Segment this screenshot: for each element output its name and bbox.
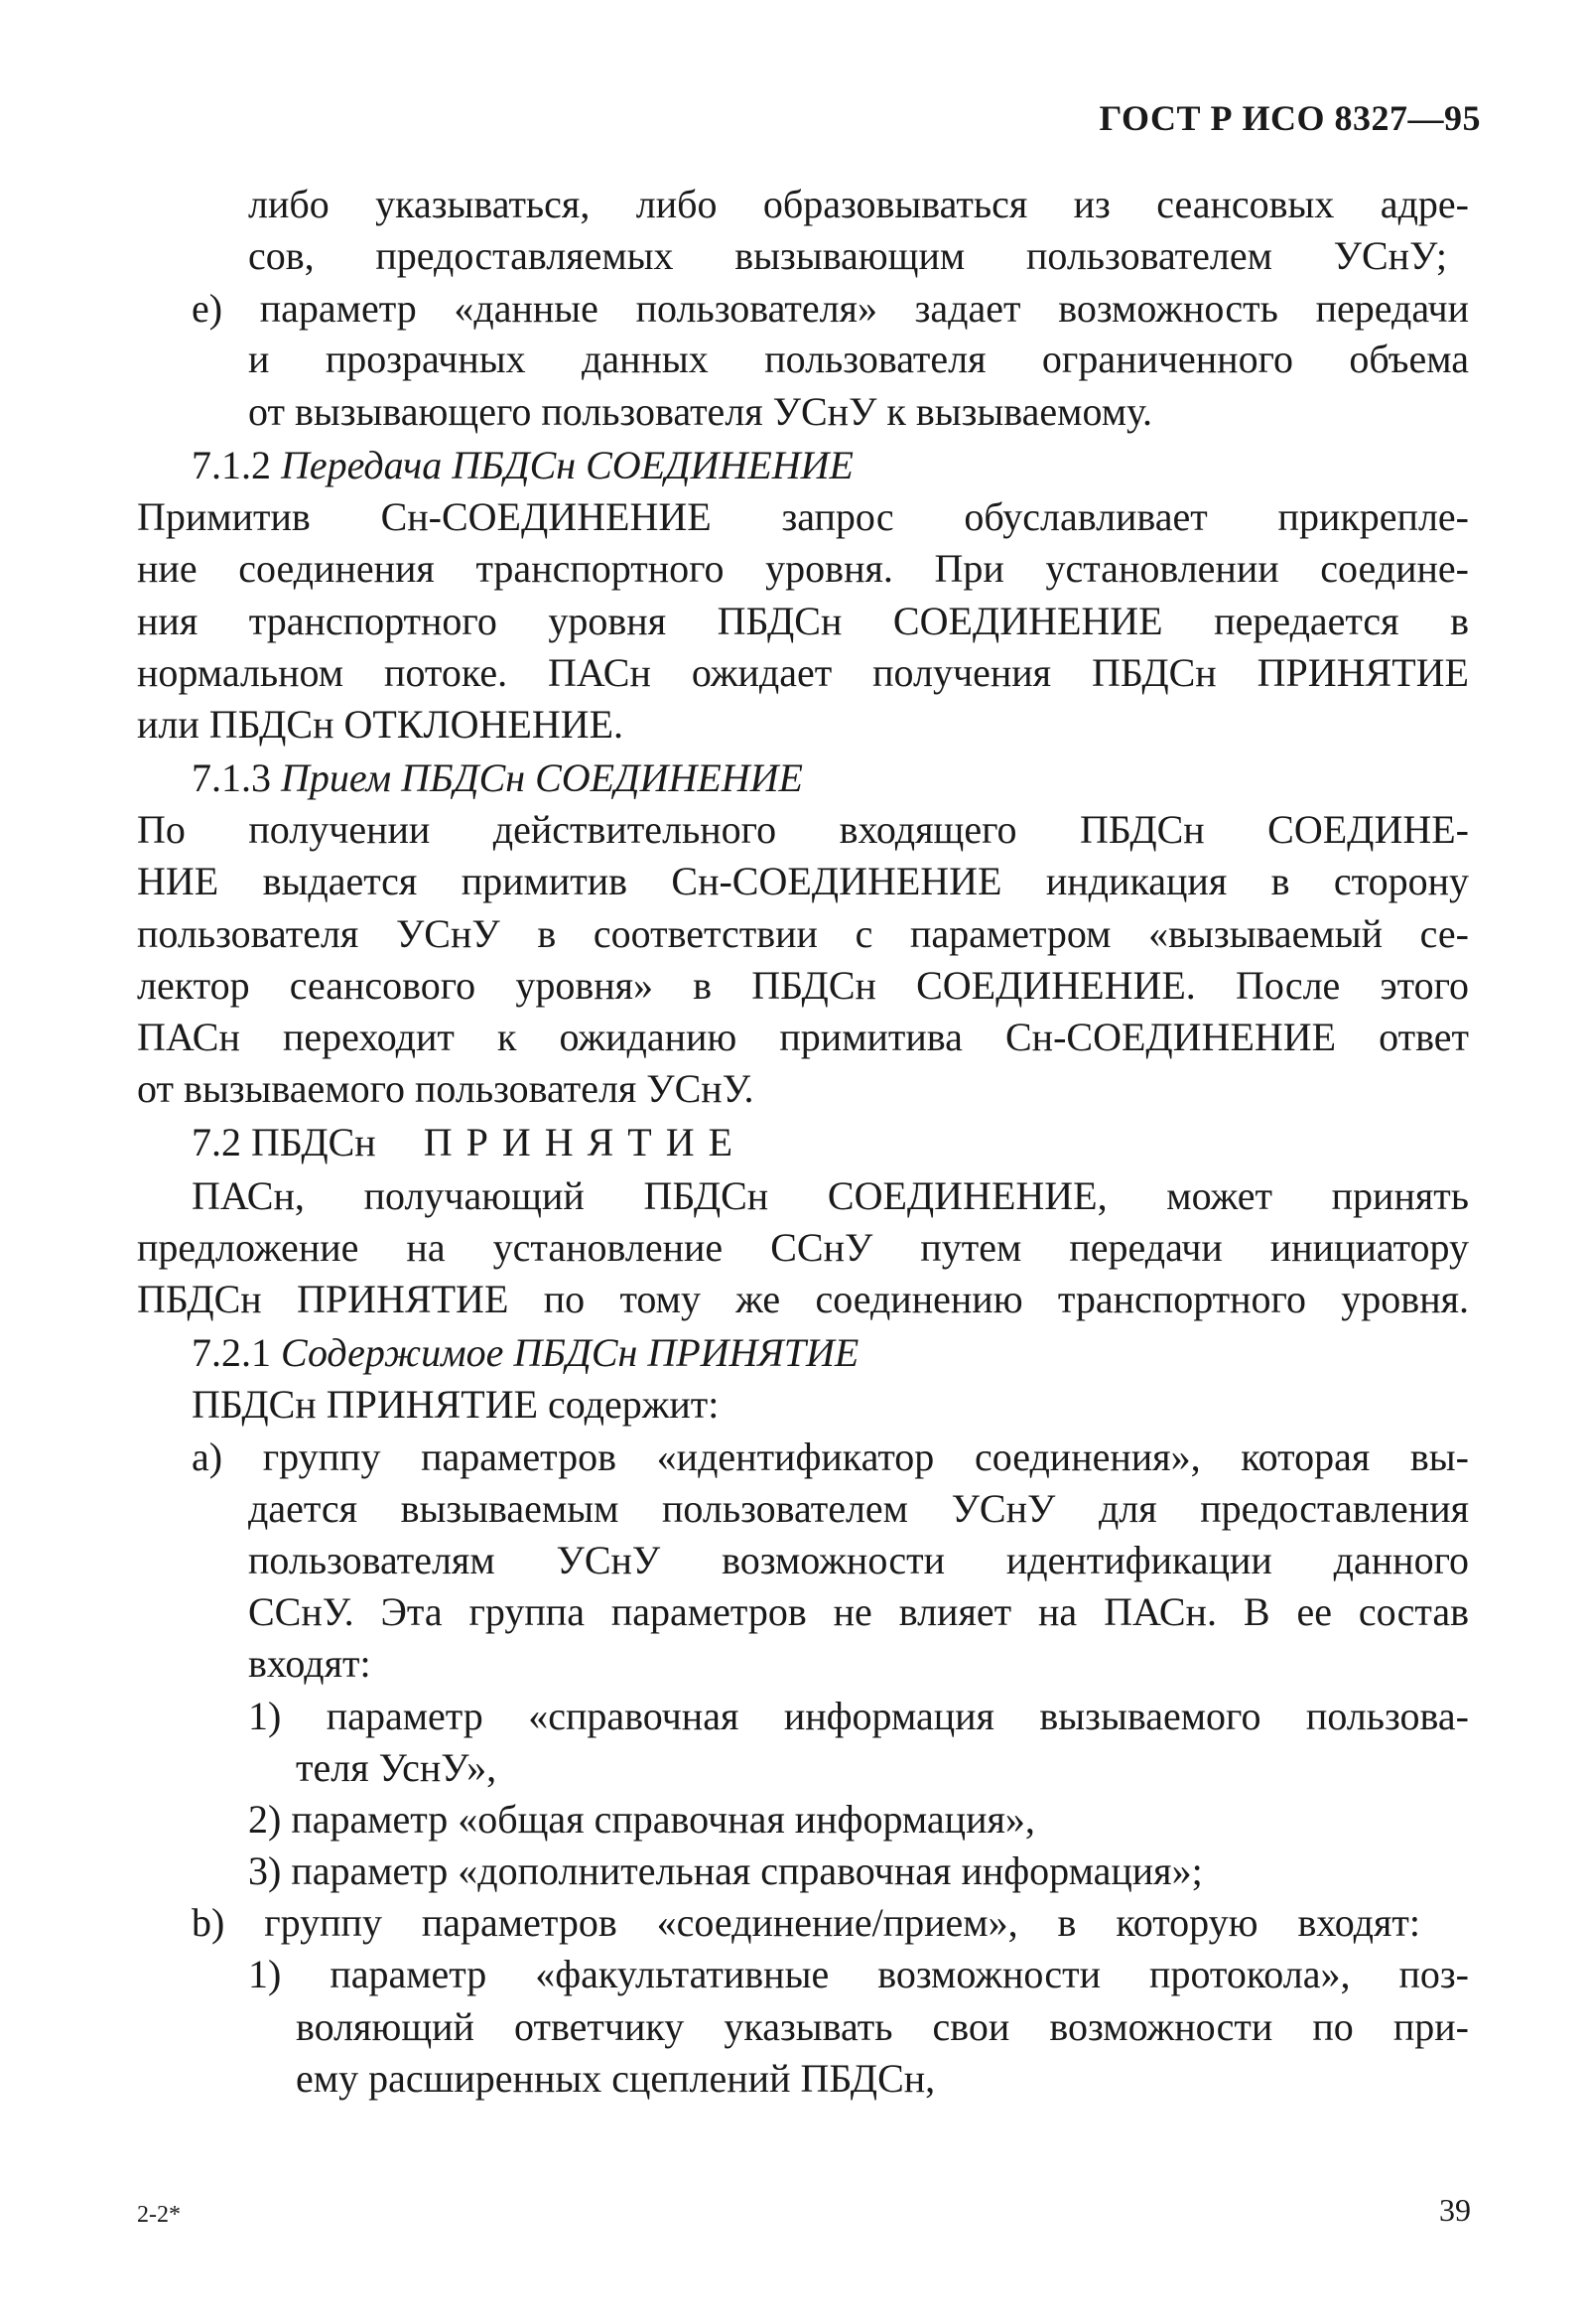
text-line: сов, предоставляемых вызывающим пользователем УСнУ; xyxy=(248,233,1447,278)
text-line: ПБДСн ПРИНЯТИЕ по тому же соединению транспортного уровня. xyxy=(137,1277,1469,1321)
text-line: ПАСн, получающий ПБДСн СОЕДИНЕНИЕ, может принять xyxy=(192,1173,1469,1218)
standard-header: ГОСТ Р ИСО 8327—95 xyxy=(1099,98,1481,138)
page-number: 39 xyxy=(1439,2192,1471,2228)
list-item-a: a) группу параметров «идентификатор соединения», которая вы- xyxy=(192,1435,1469,1479)
text-line: ему расширенных сцеплений ПБДСн, xyxy=(296,2056,936,2101)
text-line: от вызываемого пользователя УСнУ. xyxy=(137,1066,754,1111)
text-line: пользователям УСнУ возможности идентификации данного xyxy=(248,1538,1469,1582)
subsection-7-1-2: 7.1.2 Передача ПБДСн СОЕДИНЕНИЕ xyxy=(192,443,854,487)
text-line: или ПБДСн ОТКЛОНЕНИЕ. xyxy=(137,702,624,747)
list-subitem-3: 3) параметр «дополнительная справочная информация»; xyxy=(248,1848,1203,1893)
section-7-2-heading xyxy=(192,1117,746,1168)
list-subitem-1: 1) параметр «справочная информация вызываемого пользова- xyxy=(248,1694,1469,1738)
text-line: ССнУ. Эта группа параметров не влияет на ПАСн. В ее состав xyxy=(248,1589,1469,1634)
subsection-7-2-1: 7.2.1 Содержимое ПБДСн ПРИНЯТИЕ xyxy=(192,1330,860,1375)
text-line: от вызывающего пользователя УСнУ к вызываемому. xyxy=(248,389,1152,434)
sheet-mark: 2-2* xyxy=(137,2202,181,2228)
text-line: По получении действительного входящего ПБДСн СОЕДИНЕ- xyxy=(137,807,1469,852)
text-line: и прозрачных данных пользователя ограниченного объема xyxy=(248,337,1469,381)
text-line: ния транспортного уровня ПБДСн СОЕДИНЕНИЕ передается в xyxy=(137,599,1469,643)
text-line: воляющий ответчику указывать свои возможности по при- xyxy=(296,2004,1469,2049)
text-line: теля УснУ», xyxy=(296,1745,497,1790)
subsection-7-1-3: 7.1.3 Прием ПБДСн СОЕДИНЕНИЕ xyxy=(192,755,803,800)
text-line: либо указываться, либо образовываться из сеансовых адре- xyxy=(248,182,1469,226)
list-item-b: b) группу параметров «соединение/прием», в которую входят: xyxy=(192,1900,1420,1945)
list-subitem-2: 2) параметр «общая справочная информация», xyxy=(248,1797,1035,1842)
text-line: предложение на установление ССнУ путем передачи инициатору xyxy=(137,1225,1469,1270)
list-item-e: e) параметр «данные пользователя» задает возможность передачи xyxy=(192,286,1469,331)
text-line: входят: xyxy=(248,1641,371,1686)
text-line: ПБДСн ПРИНЯТИЕ содержит: xyxy=(192,1382,720,1427)
section-7-2-title: ПРИНЯТИЕ xyxy=(423,1120,747,1164)
text-line: нормальном потоке. ПАСн ожидает получения ПБДСн ПРИНЯТИЕ xyxy=(137,650,1469,695)
text-line: лектор сеансового уровня» в ПБДСн СОЕДИНЕНИЕ. После этого xyxy=(137,963,1469,1008)
text-line: ние соединения транспортного уровня. При установлении соедине- xyxy=(137,546,1469,591)
section-7-2-number: 7.2 ПБДСн xyxy=(192,1120,376,1164)
text-line: пользователя УСнУ в соответствии с параметром «вызываемый се- xyxy=(137,911,1469,956)
list-subitem-1: 1) параметр «факультативные возможности протокола», поз- xyxy=(248,1952,1469,1996)
text-line: Примитив Сн-СОЕДИНЕНИЕ запрос обуславливает прикрепле- xyxy=(137,494,1469,539)
text-line: ПАСн переходит к ожиданию примитива Сн-СОЕДИНЕНИЕ ответ xyxy=(137,1015,1469,1059)
text-line: НИЕ выдается примитив Сн-СОЕДИНЕНИЕ индикация в сторону xyxy=(137,859,1469,903)
text-line: дается вызываемым пользователем УСнУ для предоставления xyxy=(248,1486,1469,1531)
